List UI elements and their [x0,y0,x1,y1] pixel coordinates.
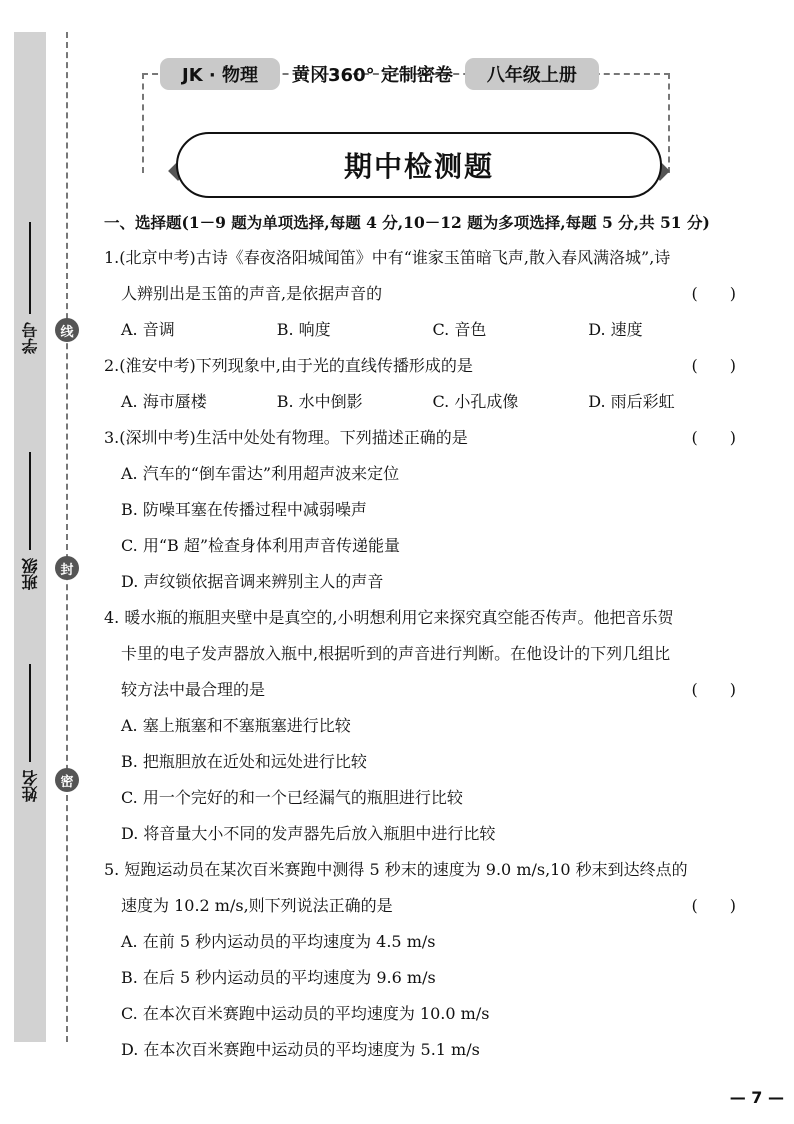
q4-option-c[interactable]: C. 用一个完好的和一个已经漏气的瓶胆进行比较 [121,788,463,807]
class-blank[interactable] [29,452,31,550]
q5-option-c[interactable]: C. 在本次百米赛跑中运动员的平均速度为 10.0 m/s [121,1004,490,1023]
q1-option-b[interactable]: B. 响度 [276,320,331,339]
question-1-line-2 [104,276,744,312]
answer-blank-2[interactable]: ( ) [691,356,736,375]
seal-line: 线 [55,318,79,342]
cut-line [66,32,68,1042]
question-5-stem: 速度为 10.2 m/s,则下列说法正确的是 [121,896,393,915]
q4-option-b[interactable]: B. 把瓶胆放在近处和远处进行比较 [121,752,367,771]
answer-blank-4[interactable]: ( ) [691,680,736,699]
q2-option-d[interactable]: D. 雨后彩虹 [588,392,675,411]
question-2-line-1 [104,348,744,384]
q4-option-d[interactable]: D. 将音量大小不同的发声器先后放入瓶胆中进行比较 [121,824,496,843]
grade-badge: 八年级上册 [465,58,599,90]
page-number: — 7 — [729,1088,784,1107]
answer-blank-3[interactable]: ( ) [691,428,736,447]
q5-option-b[interactable]: B. 在后 5 秒内运动员的平均速度为 9.6 m/s [121,968,436,987]
student-id-blank[interactable] [29,222,31,314]
question-1-line-1: 1.(北京中考)古诗《春夜洛阳城闻笛》中有“谁家玉笛暗飞声,散入春风满洛城”,诗 [104,248,671,267]
question-2-stem: 2.(淮安中考)下列现象中,由于光的直线传播形成的是 [104,356,473,375]
question-5-line-2 [104,888,744,924]
question-5-line-1: 5. 短跑运动员在某次百米赛跑中测得 5 秒末的速度为 9.0 m/s,10 秒末到达终点的 [104,860,688,879]
question-1-options [104,312,744,348]
seal-secret: 密 [55,768,79,792]
answer-blank-5[interactable]: ( ) [691,896,736,915]
q3-option-b[interactable]: B. 防噪耳塞在传播过程中减弱噪声 [121,500,367,519]
answer-blank-1[interactable]: ( ) [691,284,736,303]
q3-option-a[interactable]: A. 汽车的“倒车雷达”利用超声波来定位 [121,464,400,483]
page-title: 期中检测题 [343,150,494,183]
question-4-line-3 [104,672,744,708]
question-4-line-2: 卡里的电子发声器放入瓶中,根据听到的声音进行判断。在他设计的下列几组比 [121,644,671,663]
q4-option-a[interactable]: A. 塞上瓶塞和不塞瓶塞进行比较 [121,716,351,735]
series-title: 黄冈360° 定制密卷 [292,65,453,86]
seal-seal: 封 [55,556,79,580]
header-bar [160,58,599,90]
q1-option-a[interactable]: A. 音调 [121,320,175,339]
subject-badge: JK · 物理 [160,58,280,90]
q2-option-b[interactable]: B. 水中倒影 [276,392,363,411]
question-3-stem: 3.(深圳中考)生活中处处有物理。下列描述正确的是 [104,428,468,447]
class-label: 班级 [20,558,40,590]
question-3-line-1 [104,420,744,456]
q5-option-d[interactable]: D. 在本次百米赛跑中运动员的平均速度为 5.1 m/s [121,1040,480,1059]
question-4-line-1: 4. 暖水瓶的瓶胆夹壁中是真空的,小明想利用它来探究真空能否传声。他把音乐贺 [104,608,674,627]
q2-option-a[interactable]: A. 海市蜃楼 [121,392,207,411]
question-area [104,206,744,1068]
question-1-stem: 人辨别出是玉笛的声音,是依据声音的 [121,284,383,303]
q1-option-d[interactable]: D. 速度 [588,320,643,339]
name-label: 姓名 [20,770,40,802]
name-field[interactable] [14,664,46,802]
student-id-field[interactable] [14,222,46,354]
question-4-stem: 较方法中最合理的是 [121,680,266,699]
q3-option-d[interactable]: D. 声纹锁依据音调来辨别主人的声音 [121,572,384,591]
question-2-options [104,384,744,420]
q3-option-c[interactable]: C. 用“B 超”检查身体利用声音传递能量 [121,536,401,555]
section-heading: 一、选择题(1－9 题为单项选择,每题 4 分,10－12 题为多项选择,每题 5 分,共 51 分) [104,213,710,232]
q1-option-c[interactable]: C. 音色 [432,320,487,339]
class-field[interactable] [14,452,46,590]
q2-option-c[interactable]: C. 小孔成像 [432,392,519,411]
name-blank[interactable] [29,664,31,762]
q5-option-a[interactable]: A. 在前 5 秒内运动员的平均速度为 4.5 m/s [121,932,436,951]
student-id-label: 学号 [20,322,40,354]
title-box [176,132,662,198]
